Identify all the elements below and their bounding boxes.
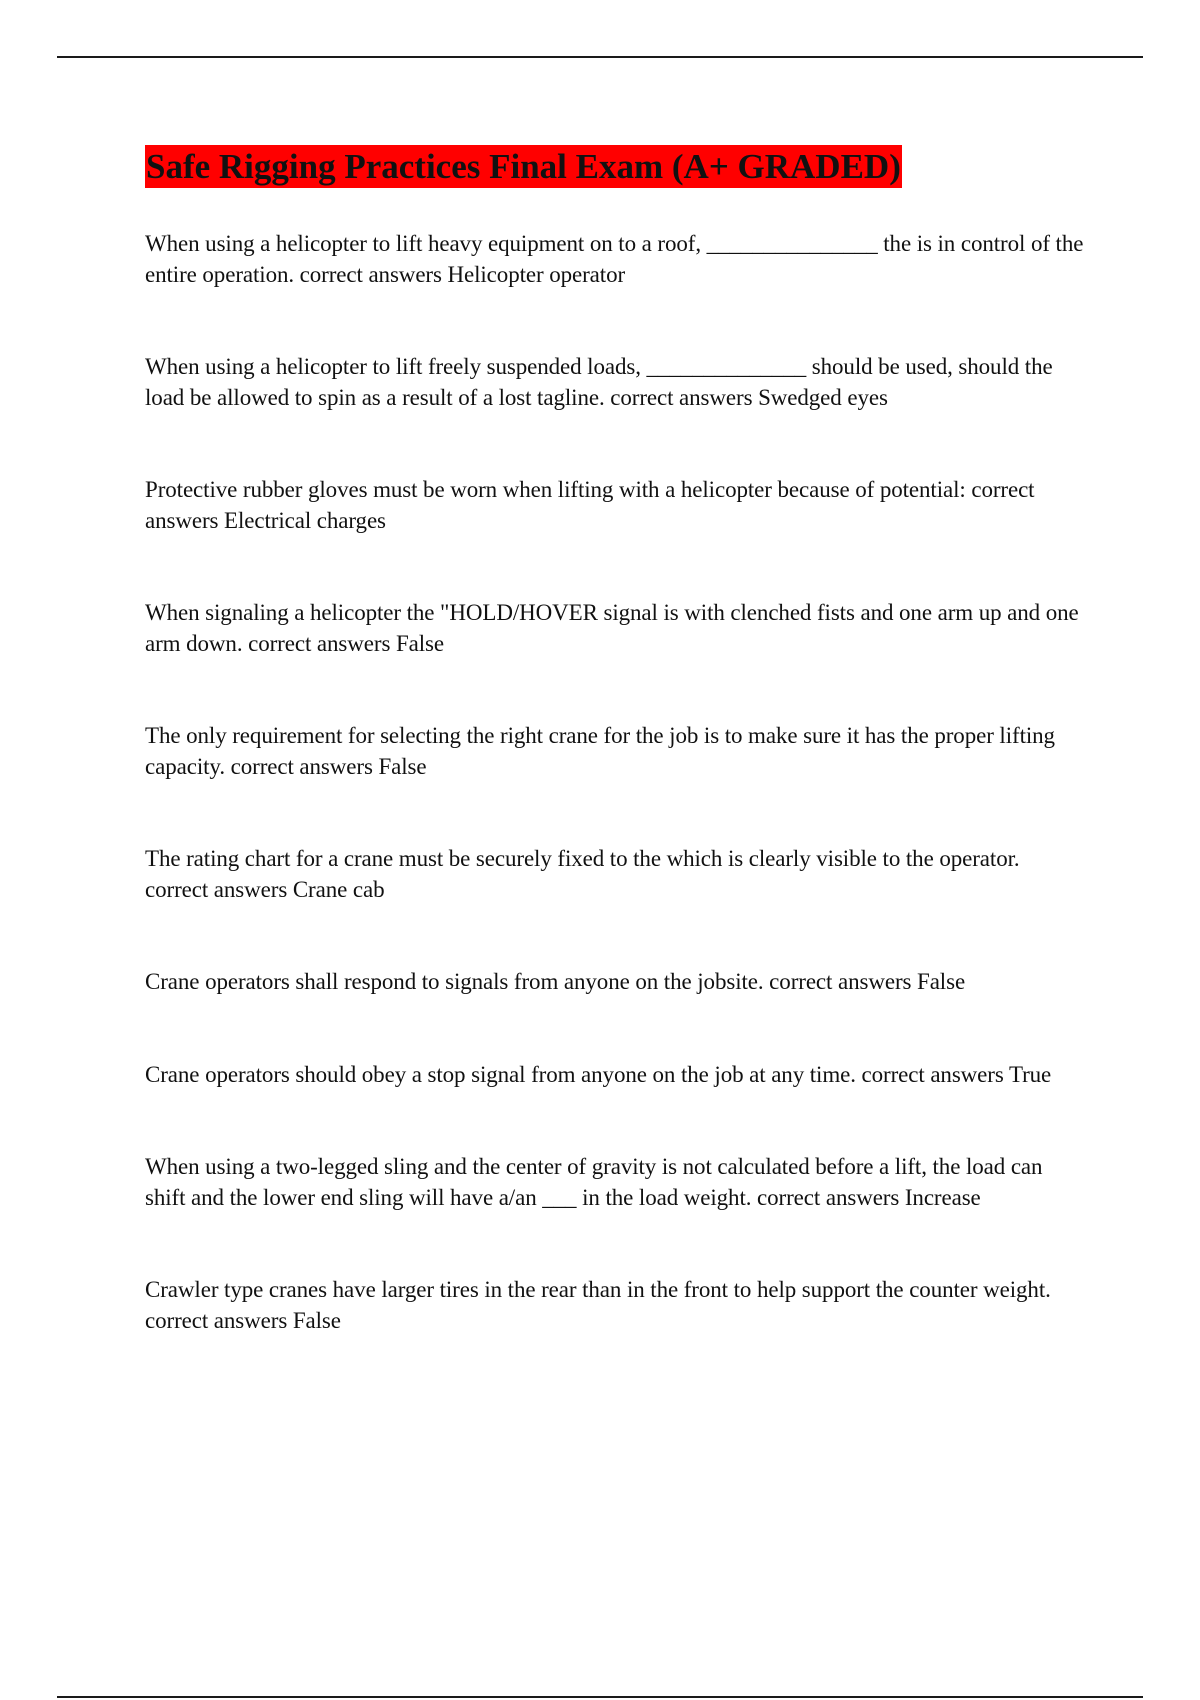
question-item: The only requirement for selecting the right crane for the job is to make sure it has the proper lifting capacity. correct answers False [145,723,1055,779]
document-title: Safe Rigging Practices Final Exam (A+ GRADED) [146,147,901,186]
question-item: Crane operators should obey a stop signal from anyone on the job at any time. correct answers True [145,1061,1052,1087]
question-item: Protective rubber gloves must be worn when lifting with a helicopter because of potential: correct answers Electrical charges [145,477,1035,533]
title-block [145,145,902,188]
question-item: Crawler type cranes have larger tires in the rear than in the front to help support the counter weight. correct answers False [145,1277,1051,1333]
question-item: When using a helicopter to lift freely suspended loads, ______________ should be used, should the load be allowed to spin as a result of a lost tagline. correct answers Swedged eyes [145,354,1053,410]
question-item: The rating chart for a crane must be securely fixed to the which is clearly visible to the operator. correct answers Crane cab [145,846,1020,902]
question-item: When signaling a helicopter the "HOLD/HOVER signal is with clenched fists and one arm up and one arm down. correct answers False [145,600,1079,656]
bottom-rule [57,1696,1143,1698]
question-item: When using a helicopter to lift heavy equipment on to a roof, _______________ the is in control of the entire operation. correct answers Helicopter operator [145,231,1084,287]
top-rule [57,56,1143,58]
question-list [145,229,1085,1398]
question-item: Crane operators shall respond to signals from anyone on the jobsite. correct answers False [145,969,966,994]
question-item: When using a two-legged sling and the center of gravity is not calculated before a lift, the load can shift and the lower end sling will have a/an ___ in the load weight. correct answers Increase [145,1154,1043,1210]
